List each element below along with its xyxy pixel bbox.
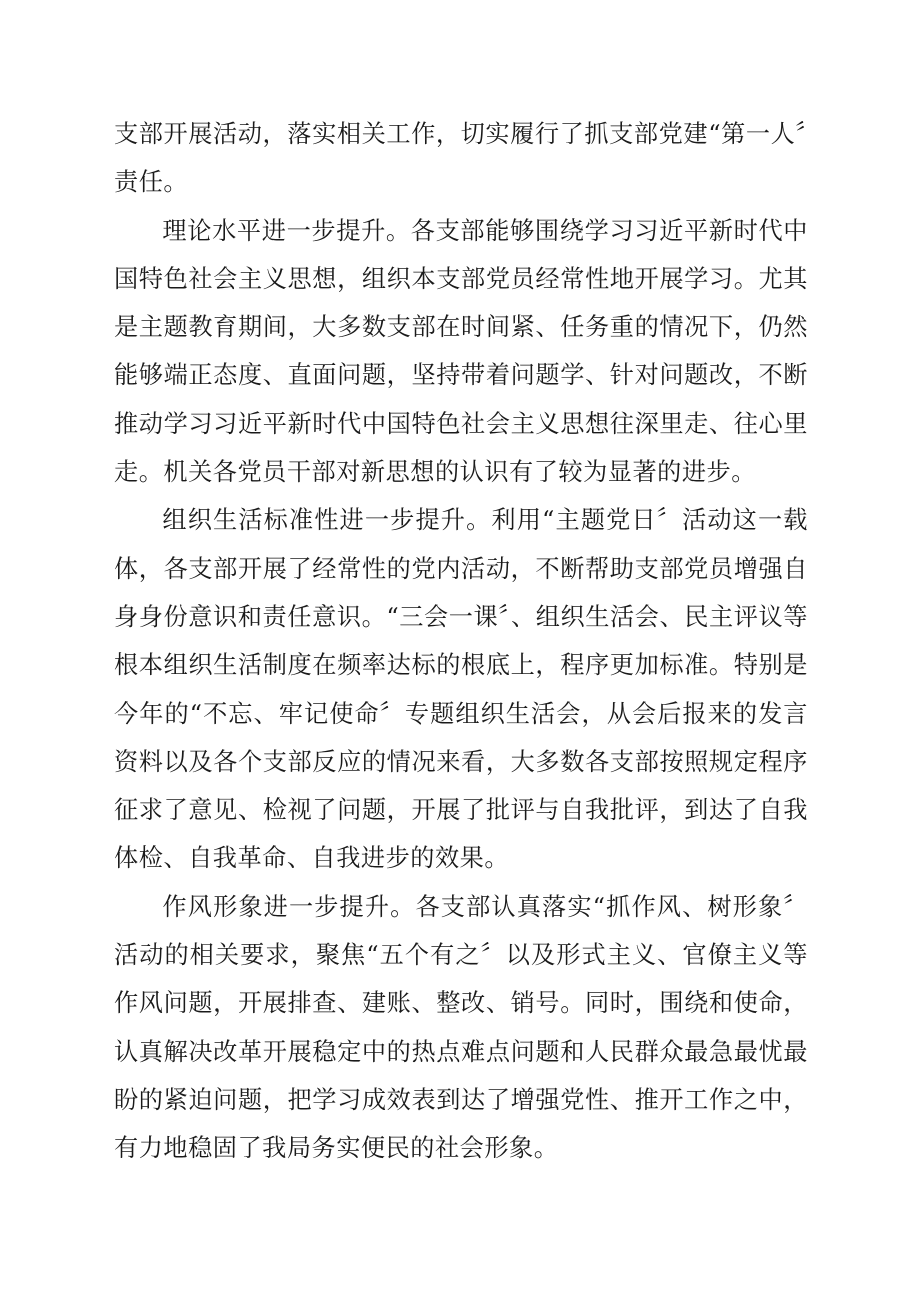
paragraph-work-style: 作风形象进一步提升。各支部认真落实“抓作风、树形象〞活动的相关要求，聚焦“五个有之〞以及形式主义、官僚主义等作风问题，开展排查、建账、整改、销号。同时，围绕和使命，认真解决改革开展稳定中的热点难点问题和人民群众最急最忧最盼的紧迫问题，把学习成效表到达了增强党性、推开工作之中，有力地稳固了我局务实便民的社会形象。 <box>114 892 808 1163</box>
document-body <box>114 110 808 1173</box>
paragraph-continuation: 支部开展活动，落实相关工作，切实履行了抓支部党建“第一人〞责任。 <box>114 120 808 197</box>
paragraph-theory-level: 理论水平进一步提升。各支部能够围绕学习习近平新时代中国特色社会主义思想，组织本支部党员经常性地开展学习。尤其是主题教育期间，大多数支部在时间紧、任务重的情况下，仍然能够端正态度、直面问题，坚持带着问题学、针对问题改，不断推动学习习近平新时代中国特色社会主义思想往深里走、往心里走。机关各党员干部对新思想的认识有了较为显著的进步。 <box>114 216 808 487</box>
paragraph-organization-life: 组织生活标准性进一步提升。利用“主题党日〞活动这一载体，各支部开展了经常性的党内活动，不断帮助支部党员增强自身身份意识和责任意识。“三会一课〞、组织生活会、民主评议等根本组织生活制度在频率达标的根底上，程序更加标准。特别是今年的“不忘、牢记使命〞专题组织生活会，从会后报来的发言资料以及各个支部反应的情况来看，大多数各支部按照规定程序征求了意见、检视了问题，开展了批评与自我批评，到达了自我体检、自我革命、自我进步的效果。 <box>114 506 808 873</box>
